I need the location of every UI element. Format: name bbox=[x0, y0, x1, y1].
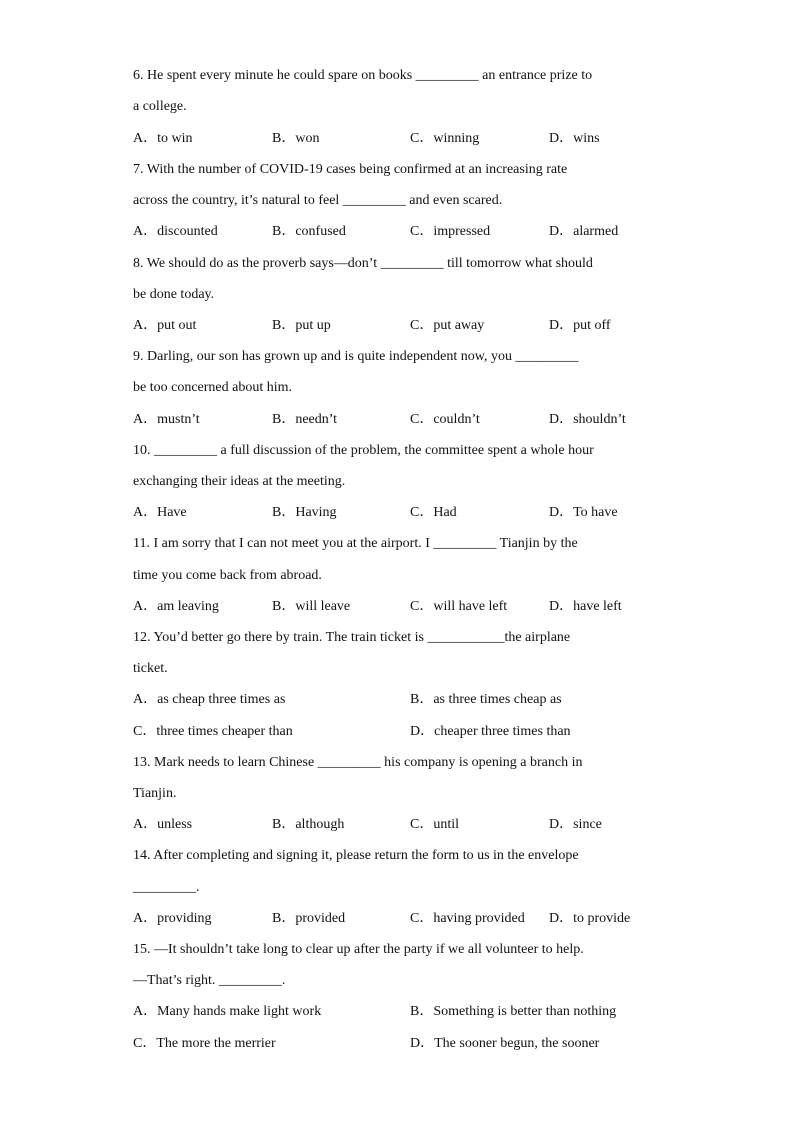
question-11-line-1: 11. I am sorry that I can not meet you at the airport. I _________ Tianjin by the bbox=[133, 536, 578, 551]
option-b: B．put up bbox=[272, 318, 331, 333]
question-15-options-row-1 bbox=[133, 1002, 673, 1022]
option-b: B．Having bbox=[272, 505, 337, 520]
question-12-line-2: ticket. bbox=[133, 661, 168, 676]
option-c: C．put away bbox=[410, 318, 485, 333]
option-b: B．provided bbox=[272, 911, 346, 926]
option-b: B．as three times cheap as bbox=[410, 692, 562, 707]
question-14-options bbox=[133, 909, 673, 929]
option-a: A．unless bbox=[133, 817, 193, 832]
option-c: C．will have left bbox=[410, 599, 508, 614]
option-d: D．shouldn’t bbox=[549, 412, 626, 427]
question-15-line-2: —That’s right. _________. bbox=[133, 973, 286, 988]
question-11-line-2: time you come back from abroad. bbox=[133, 568, 322, 583]
question-10-line-2: exchanging their ideas at the meeting. bbox=[133, 474, 346, 489]
option-a: A．as cheap three times as bbox=[133, 692, 286, 707]
question-10-line-1: 10. _________ a full discussion of the problem, the committee spent a whole hour bbox=[133, 443, 594, 458]
question-13-line-2: Tianjin. bbox=[133, 786, 177, 801]
option-d: D．The sooner begun, the sooner bbox=[410, 1036, 600, 1051]
option-b: B．will leave bbox=[272, 599, 351, 614]
question-9-line-2: be too concerned about him. bbox=[133, 380, 293, 395]
question-6-line-1: 6. He spent every minute he could spare on books _________ an entrance prize to bbox=[133, 68, 593, 83]
option-a: A．Many hands make light work bbox=[133, 1004, 322, 1019]
question-8-line-2: be done today. bbox=[133, 287, 215, 302]
question-7-line-2: across the country, it’s natural to feel _________ and even scared. bbox=[133, 193, 503, 208]
option-d: D．alarmed bbox=[549, 224, 619, 239]
option-d: D．To have bbox=[549, 505, 618, 520]
question-8-line-1: 8. We should do as the proverb says—don’t _________ till tomorrow what should bbox=[133, 256, 593, 271]
option-c: C．impressed bbox=[410, 224, 491, 239]
question-11-options bbox=[133, 597, 673, 617]
question-14-line-2: _________. bbox=[133, 880, 200, 895]
question-15-line-1: 15. —It shouldn’t take long to clear up after the party if we all volunteer to help. bbox=[133, 942, 584, 957]
question-6-line-2: a college. bbox=[133, 99, 187, 114]
question-13-options bbox=[133, 815, 673, 835]
question-7-options bbox=[133, 222, 673, 242]
question-9-line-1: 9. Darling, our son has grown up and is quite independent now, you _________ bbox=[133, 349, 579, 364]
option-d: D．put off bbox=[549, 318, 611, 333]
option-a: A．to win bbox=[133, 131, 193, 146]
question-10-options bbox=[133, 503, 673, 523]
option-a: A．Have bbox=[133, 505, 187, 520]
question-9-options bbox=[133, 410, 673, 430]
option-a: A．discounted bbox=[133, 224, 218, 239]
question-14-line-1: 14. After completing and signing it, please return the form to us in the envelope bbox=[133, 848, 579, 863]
option-b: B．although bbox=[272, 817, 345, 832]
question-12-line-1: 12. You’d better go there by train. The train ticket is ___________the airplane bbox=[133, 630, 571, 645]
option-b: B．Something is better than nothing bbox=[410, 1004, 617, 1019]
option-c: C．The more the merrier bbox=[133, 1036, 276, 1051]
question-8-options bbox=[133, 316, 673, 336]
option-d: D．since bbox=[549, 817, 602, 832]
option-c: C．winning bbox=[410, 131, 480, 146]
option-b: B．won bbox=[272, 131, 320, 146]
option-a: A．providing bbox=[133, 911, 212, 926]
option-c: C．Had bbox=[410, 505, 457, 520]
question-12-options-row-1 bbox=[133, 690, 673, 710]
option-d: D．have left bbox=[549, 599, 622, 614]
option-c: C．three times cheaper than bbox=[133, 724, 293, 739]
option-d: D．to provide bbox=[549, 911, 631, 926]
option-d: D．wins bbox=[549, 131, 600, 146]
option-a: A．put out bbox=[133, 318, 197, 333]
question-12-options-row-2 bbox=[133, 722, 673, 742]
option-a: A．am leaving bbox=[133, 599, 219, 614]
option-b: B．confused bbox=[272, 224, 346, 239]
question-13-line-1: 13. Mark needs to learn Chinese _________ his company is opening a branch in bbox=[133, 755, 583, 770]
option-a: A．mustn’t bbox=[133, 412, 200, 427]
option-c: C．until bbox=[410, 817, 460, 832]
question-6-options bbox=[133, 129, 673, 149]
option-b: B．needn’t bbox=[272, 412, 338, 427]
question-15-options-row-2 bbox=[133, 1034, 673, 1054]
question-7-line-1: 7. With the number of COVID-19 cases being confirmed at an increasing rate bbox=[133, 162, 568, 177]
option-c: C．couldn’t bbox=[410, 412, 480, 427]
option-c: C．having provided bbox=[410, 911, 525, 926]
option-d: D．cheaper three times than bbox=[410, 724, 571, 739]
